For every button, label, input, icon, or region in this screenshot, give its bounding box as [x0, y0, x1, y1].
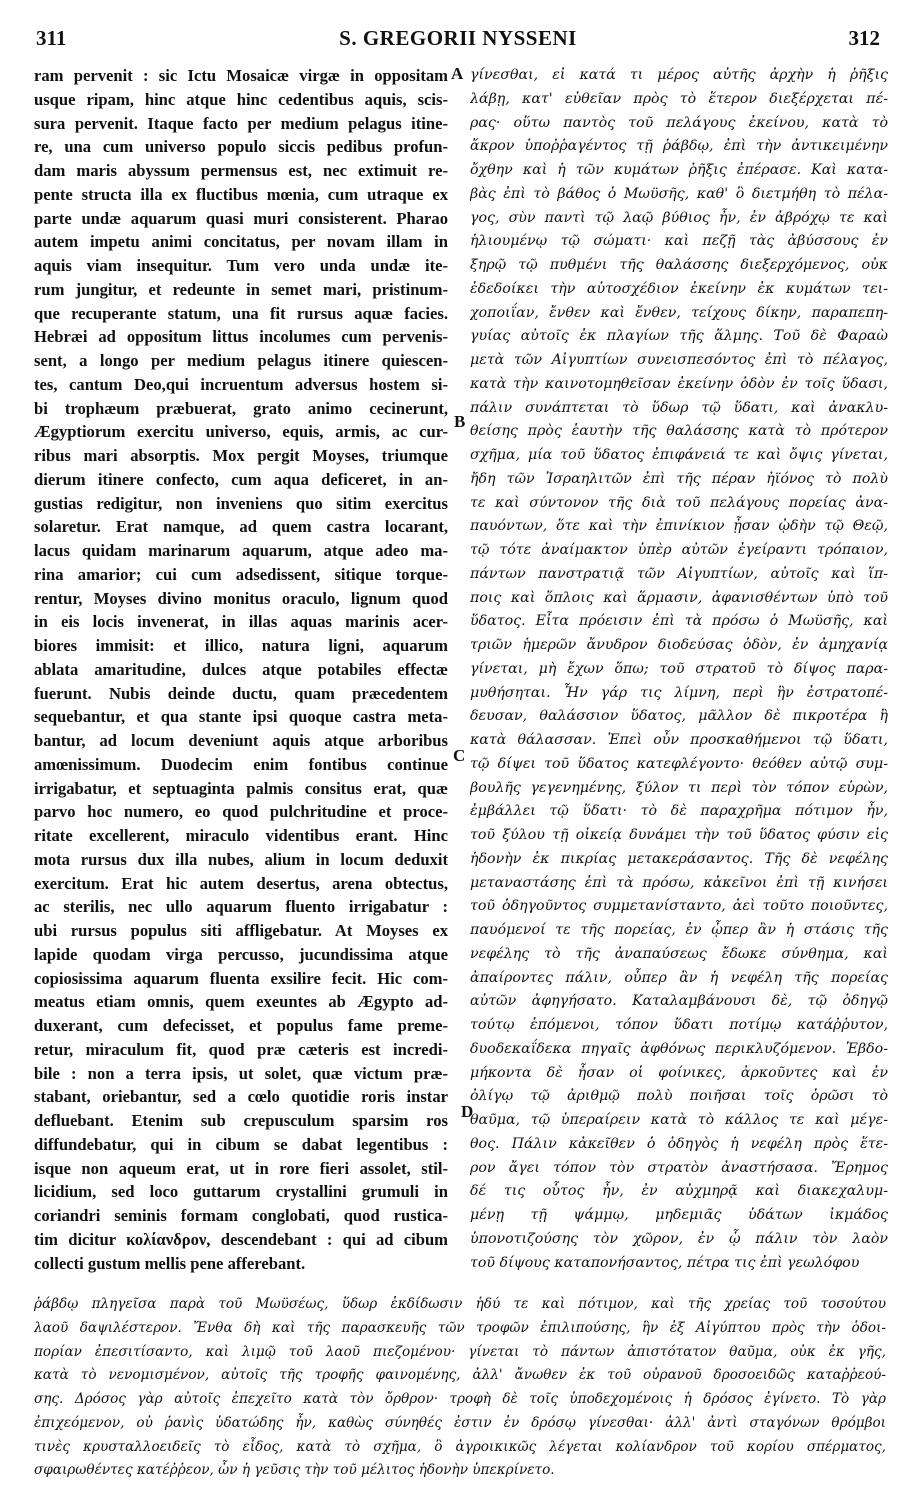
- latin-text-line: Ægyptiorum exercitu universo, equis, armis, ac cur-: [34, 422, 448, 442]
- margin-marker-a: A: [451, 64, 464, 83]
- greek-text-line: παυόντων, ὅτε καὶ τὴν ἐπινίκιον ᾖσαν ᾠδὴν τῷ Θεῷ,: [470, 518, 888, 535]
- greek-text-line: γυίας αὐτοῖς ἐκ πλαγίων τῆς ἅλμης. Τοῦ δὲ Φαραὼ: [470, 328, 888, 345]
- latin-text-line: ablata amaritudine, dulces atque potabiles effectæ: [34, 659, 448, 679]
- running-title: S. GREGORII NYSSENI: [339, 26, 577, 50]
- latin-text-line: biores immisit: et illico, natura ligni, aquarum: [34, 636, 448, 655]
- latin-text-line: duxerant, cum defecisset, et populus fame preme-: [34, 1016, 448, 1035]
- greek-text-line: ὑπονοτιζούσης τὸν χῶρον, ἐν ᾧ πάλιν τὸν λαὸν: [470, 1230, 888, 1247]
- greek-bottom-line: σης. Δρόσος γὰρ αὐτοῖς ἐπεχεῖτο κατὰ τὸν ὄρθρον· τροφὴ δὲ τοῖς ὑποδεχομένοις ἡ δρόσος ἐγίνετο. Τὸ γὰρ: [34, 1391, 886, 1407]
- greek-text-line: λάβῃ, κατ' εὐθεῖαν πρὸς τὸ ἕτερον διεξέρχεται πέ-: [470, 90, 888, 107]
- latin-text-line: re, una cum universo populo siccis pedibus profun-: [34, 137, 448, 157]
- greek-text-line: μυθήσηται. Ἦν γάρ τις λίμνη, περὶ ἣν ἐστρατοπέ-: [470, 684, 888, 701]
- greek-text-line: χοποιΐαν, ἔνθεν καὶ ἔνθεν, τείχους δίκην, παραπεπη-: [470, 304, 888, 321]
- greek-text-line: αὐτῶν ἀφηγήσατο. Καταλαμβάνουσι δὲ, τῷ ὁδηγῷ: [470, 993, 888, 1010]
- greek-text-line: τε καὶ σύντονον τῆς διὰ τοῦ πελάγους πορείας ἀνα-: [470, 494, 888, 511]
- greek-text-line: μετὰ τῶν Αἰγυπτίων συνεισπεσόντος ἐπὶ τὸ πέλαγος,: [470, 352, 888, 368]
- greek-text-line: δέ τις οὗτος ἦν, ἐν αὐχμηρᾷ καὶ διακεχαλυμ-: [470, 1183, 888, 1200]
- greek-text-line: μένῃ τῇ ψάμμῳ, μηδεμιᾶς ὑδάτων ἰκμάδος: [470, 1207, 888, 1223]
- greek-text-line: δευσαν, θαλάσσιον ὕδατος, μᾶλλον δὲ πικροτέρα ἢ: [470, 708, 888, 725]
- latin-text-line: ribus mari absorptis. Mox pergit Moyses, triumque: [34, 446, 448, 465]
- latin-text-line: bile : non a terra ipsis, ut solet, quæ victum præ-: [34, 1063, 448, 1083]
- greek-text-line: ἐδεδοίκει τὴν αὐτοσχέδιον ἐκείνην ἐκ κυμάτων τει-: [470, 280, 888, 297]
- greek-text-line: ρον ἄγει τόπον τὸν στρατὸν ἀναστήσασα. Ἔρημος: [470, 1159, 888, 1176]
- latin-text-line: retur, miraculum fit, quod præ cæteris est incredi-: [34, 1039, 448, 1059]
- greek-text-line: πάλιν συνάπτεται τὸ ὕδωρ τῷ ὕδατι, καὶ ἀνακλυ-: [470, 399, 888, 416]
- greek-text-line: ἄκρον ὑποῤῥαγέντος τῇ ῥάβδῳ, ἐπὶ τὴν ἀντικειμένην: [470, 138, 888, 155]
- greek-text-line: ἀπαίροντες πάλιν, οὗπερ ἂν ἡ νεφέλη τῆς πορείας: [470, 969, 888, 986]
- greek-text-line: θείσης πρὸς ἑαυτὴν τῆς θαλάσσης κατὰ τὸ πρότερον: [470, 423, 888, 440]
- greek-text-line: τοῦ δίψους καταπονήσαντος, πέτρα τις ἐπὶ γεωλόφου: [470, 1254, 860, 1271]
- latin-text-line: rum jungitur, et redeunte in semet mari, pristinum-: [34, 279, 448, 299]
- greek-text-line: ἡδονὴν ἐκ πικρίας μετακεράσαντος. Τῆς δὲ νεφέλης: [470, 850, 888, 867]
- latin-text-line: autem impetu animi concitatus, per novam illam in: [34, 232, 448, 252]
- greek-text-line: μεταναστάσης ἐπὶ τὰ πρόσω, κἀκεῖνοι ἐπὶ τῇ κινήσει: [470, 874, 888, 891]
- greek-text-line: ὕδατος. Εἶτα πρόεισιν ἐπὶ τὰ πρόσω ὁ Μωϋσῆς, καὶ: [470, 613, 888, 630]
- greek-text-line: γος, σὺν παντὶ τῷ λαῷ βύθιος ἦν, ἐν ἀβρόχῳ τε καὶ: [470, 209, 888, 226]
- latin-text-line: dam maris abyssum permensus est, nec extimuit re-: [34, 161, 448, 180]
- latin-text-line: ritate excellerent, miraculo videntibus erant. Hinc: [34, 826, 448, 845]
- right-page-number: 312: [848, 26, 880, 50]
- latin-text-line: fuerunt. Nubis deinde ductu, quam præcedentem: [34, 683, 448, 703]
- greek-bottom-line: ἐπιχεόμενον, οὐ ῥανὶς ὑδατώδης ἦν, καθὼς σύνηθές ἐστιν ἐν δρόσῳ γίνεσθαι· ἀλλ' ἀντὶ σταγόνων θρόμβοι: [34, 1414, 886, 1431]
- greek-text-line: θαῦμα, τῷ ὑπεραίρειν κατὰ τὸ κάλλος τε καὶ μέγε-: [470, 1112, 888, 1128]
- left-page-number: 311: [36, 26, 67, 50]
- latin-text-line: licidium, sed loco guttarum crystallini grumuli in: [34, 1182, 448, 1202]
- latin-text-line: defluebant. Etenim sub crepusculum sparsim ros: [34, 1111, 448, 1130]
- latin-text-line: gustias redigitur, non inveniens quo sitim exercitus: [34, 493, 448, 513]
- latin-text-line: in eis locis invenerat, in illas aquas marinis acer-: [34, 612, 448, 632]
- latin-text-line: ubi rursus populus siti affligebatur. At Moyses ex: [34, 921, 448, 940]
- latin-text-line: bantur, ad locum deveniunt aquis atque arboribus: [34, 731, 448, 750]
- latin-text-line: tim dicitur κολίανδρον, descendebant : qui ad cibum: [34, 1229, 448, 1249]
- greek-bottom-line: σφαιρωθέντες κατέῤῥεον, ὧν ἡ γεῦσις τὴν τοῦ μέλιτος ἡδονὴν ὑπεκρίνετο.: [34, 1462, 555, 1479]
- latin-text-line: aquis viam insequitur. Tum vero unda undæ ite-: [34, 256, 448, 275]
- latin-text-line: amœnissimum. Duodecim enim fontibus continue: [34, 754, 448, 774]
- latin-text-line: stabant, oriebantur, sed a cœlo quotidie roris instar: [34, 1087, 448, 1107]
- latin-text-line: ac sterilis, nec ullo aquarum fluento irrigabatur :: [34, 897, 448, 917]
- latin-text-line: tes, cantum Deo,qui incruentum adversus hostem si-: [34, 374, 448, 394]
- latin-text-line: sent, a longo per medium pelagus itinere quiescen-: [34, 351, 448, 370]
- greek-text-line: ὄχθην καὶ ἡ τῶν κυμάτων ῥῆξις ἐπέρασε. Καὶ κατα-: [470, 162, 888, 178]
- latin-text-line: Hebræi ad oppositum littus incolumes cum pervenis-: [34, 327, 448, 347]
- margin-marker-c: C: [453, 746, 466, 765]
- greek-text-line: παυόμενοί τε τῆς πορείας, ἐν ᾧπερ ἂν ἡ στάσις τῆς: [470, 922, 888, 938]
- latin-text-line: irrigabatur, et septuaginta palmis consitus erat, quæ: [34, 778, 448, 798]
- latin-text-line: lapide quodam virga percusso, jucundissima atque: [34, 944, 448, 964]
- greek-text-line: κατὰ τὴν καινοτομηθεῖσαν ἐκείνην ὁδὸν ἐν τοῖς ὕδασι,: [470, 375, 888, 392]
- greek-text-line: σχῆμα, μία τοῦ ὕδατος ἐπιφάνειά τε καὶ ὄψις γίνεται,: [470, 447, 888, 463]
- greek-text-line: βὰς ἐπὶ τὸ βάθος ὁ Μωϋσῆς, καθ' ὃ διετμήθη τὸ πέλα-: [470, 185, 888, 202]
- greek-text-line: πάντων πανστρατιᾷ τῶν Αἰγυπτίων, αὐτοῖς καὶ ἵπ-: [470, 565, 888, 582]
- greek-text-line: νεφέλης τὸ τῆς ἀναπαύσεως ἔδωκε σύνθημα, καὶ: [470, 945, 888, 962]
- latin-text-line: lacus quidam marinarum aquarum, atque adeo ma-: [34, 541, 448, 560]
- margin-marker-d: D: [461, 1102, 474, 1121]
- latin-text-line: solaretur. Erat namque, ad quem castra locarant,: [34, 517, 448, 537]
- greek-text-line: τριῶν ἡμερῶν ἄνυδρον διοδεύσας ὁδὸν, ἐν ἀμηχανίᾳ: [470, 637, 888, 653]
- latin-text-line: coriandri seminis formam conglobati, quod rustica-: [34, 1206, 448, 1225]
- greek-bottom-line: ῥάβδῳ πληγεῖσα παρὰ τοῦ Μωϋσέως, ὕδωρ ἐκδίδωσιν ἡδύ τε καὶ πότιμον, καὶ τῆς χρείας τοῦ τοσούτου: [34, 1296, 886, 1312]
- latin-text-line: exercitum. Erat hic autem desertus, arena obtectus,: [34, 873, 448, 893]
- latin-text-line: sura pervenit. Itaque facto per medium pelagus itine-: [34, 113, 448, 133]
- latin-text-line: usque ripam, hinc atque hinc cedentibus aquis, scis-: [34, 89, 448, 109]
- greek-text-line: τῷ τότε ἀναίμακτον ὑπὲρ αὐτῶν ἐγείραντι τρόπαιον,: [470, 542, 888, 558]
- greek-text-line: ποις καὶ ὅπλοις καὶ ἅρμασιν, ἀφανισθέντων ὑπὸ τοῦ: [470, 589, 888, 606]
- greek-text-line: δυοδεκαΐδεκα πηγαῖς ἀφθόνως περικλυζόμενον. Ἑβδο-: [470, 1040, 888, 1057]
- latin-text-line: collecti gustum mellis pene afferebant.: [34, 1253, 306, 1273]
- greek-text-line: τούτῳ ἑπόμενοι, τόπον ὕδατι ποτίμῳ κατάῤῥυτον,: [470, 1017, 888, 1033]
- greek-bottom-paragraph: [34, 1293, 886, 1483]
- greek-bottom-line: πορίαν ἐπεσιτίσαντο, καὶ λιμῷ τοῦ λαοῦ πιεζομένου· γίνεται τὸ πάντων ἀπιστότατον θαῦμα, οὐκ ἐκ γῆς,: [34, 1343, 886, 1360]
- greek-column: [470, 64, 888, 1275]
- greek-text-line: τοῦ ὁδηγοῦντος συμμετανίσταντο, ἀεὶ τοῦτο ποιοῦντες,: [470, 898, 888, 915]
- latin-text-line: parvo hoc numero, eo quod pulchritudine et proce-: [34, 802, 448, 822]
- greek-text-line: γίνεσθαι, εἰ κατά τι μέρος αὐτῆς ἀρχὴν ἡ ῥῆξις: [470, 67, 888, 83]
- latin-text-line: que recuperante statum, una fit rursus aquæ facies.: [34, 303, 448, 323]
- greek-text-line: κατὰ θάλασσαν. Ἐπεὶ οὖν προσκαθήμενοι τῷ ὕδατι,: [470, 732, 888, 748]
- greek-text-line: θος. Πάλιν κἀκεῖθεν ὁ ὁδηγὸς ἡ νεφέλη πρὸς ἕτε-: [470, 1135, 888, 1152]
- greek-text-line: ξηρῷ τῷ πυθμένι τῆς θαλάσσης διεξερχόμενος, οὐκ: [470, 257, 888, 273]
- greek-bottom-line: τινὲς κρυσταλλοειδεῖς τὸ εἶδος, κατὰ τὸ σχῆμα, ὃ ἀγροικικῶς λέγεται κολίανδρον τοῦ κορίου σπέρματος,: [34, 1438, 886, 1455]
- latin-text-line: ram pervenit : sic Ictu Mosaicæ virgæ in oppositam: [34, 66, 448, 85]
- greek-text-line: μήκοντα δὲ ἦσαν οἱ φοίνικες, ἀρκοῦντες καὶ ἐν: [470, 1064, 888, 1081]
- latin-text-line: meatus etiam omnis, quem exeuntes ab Ægypto ad-: [34, 992, 448, 1012]
- running-head: [36, 26, 880, 56]
- greek-text-line: τοῦ ξύλου τῇ οἰκείᾳ δυνάμει τὴν τοῦ ὕδατος φύσιν εἰς: [470, 827, 888, 843]
- latin-text-line: dierum itinere confecto, cum aqua deficeret, in an-: [34, 469, 448, 489]
- latin-text-line: bi trophæum præbuerat, grato animo cecinerunt,: [34, 398, 448, 418]
- latin-text-line: parte undæ aquarum quasi muri consisterent. Pharao: [34, 208, 448, 228]
- latin-text-line: diffundebatur, qui in cibum se dabat legentibus :: [34, 1134, 448, 1154]
- latin-text-line: isque non aqueum erat, ut in rore fieri assolet, stil-: [34, 1158, 448, 1178]
- greek-bottom-line: κατὰ τὸ νενομισμένον, αὐτοῖς τῆς τροφῆς φαινομένης, ἀλλ' ἄνωθεν ἐκ τοῦ οὐρανοῦ δροσοειδῶς καταῤῥεού-: [34, 1367, 886, 1384]
- greek-text-line: ἡλιουμένῳ τῷ σώματι· καὶ πεζῇ τὰς ἀβύσσους ἐν: [470, 233, 888, 250]
- margin-marker-b: B: [454, 412, 466, 431]
- latin-text-line: rina amarior; cui cum adsedissent, sitique torque-: [34, 564, 448, 584]
- greek-text-line: ρας· οὕτω παντὸς τοῦ πελάγους ἐκείνου, κατὰ τὸ: [470, 114, 888, 131]
- latin-text-line: rentur, Moyses divino monitus oraculo, lignum quod: [34, 588, 448, 608]
- greek-text-line: τῷ δίψει τοῦ ὕδατος κατεφλέγοντο· θεόθεν αὐτῷ συμ-: [470, 755, 888, 772]
- latin-text-line: pente structa illa ex fluctibus mœnia, cum utraque ex: [34, 184, 448, 204]
- latin-text-line: mota rursus dux illa nubes, alium in locum deduxit: [34, 849, 448, 869]
- latin-column: [34, 64, 448, 1275]
- greek-text-line: ἐμβάλλει τῷ ὕδατι· τὸ δὲ παραχρῆμα πότιμον ἦν,: [470, 803, 888, 820]
- latin-text-line: copiosissima aquarum fluenta exsilire fecit. Hic com-: [34, 968, 448, 988]
- greek-text-line: βουλῆς γεγενημένης, ξύλον τι περὶ τὸν τόπον εὑρὼν,: [470, 779, 888, 796]
- greek-text-line: γίνεται, μὴ ἔχων ὅπω; τοῦ στρατοῦ τὸ δίψος παρα-: [470, 660, 888, 677]
- greek-text-line: ἤδη τῶν Ἰσραηλιτῶν ἐπὶ τῆς πέραν ἠϊόνος τὸ πολὺ: [470, 470, 888, 487]
- greek-bottom-line: λαοῦ δαψιλέστερον. Ἔνθα δὴ καὶ τῆς παρασκευῆς τῶν τροφῶν ἐπιλιπούσης, ἣν ἐξ Αἰγύπτου πρὸς τὴν ὁδοι-: [34, 1319, 886, 1336]
- latin-text-line: sequebantur, et qua stante ipsi quoque castra meta-: [34, 707, 448, 727]
- greek-text-line: ὀλίγῳ τῷ ἀριθμῷ πολὺ ποιῆσαι τοῖς ὁρῶσι τὸ: [470, 1088, 888, 1105]
